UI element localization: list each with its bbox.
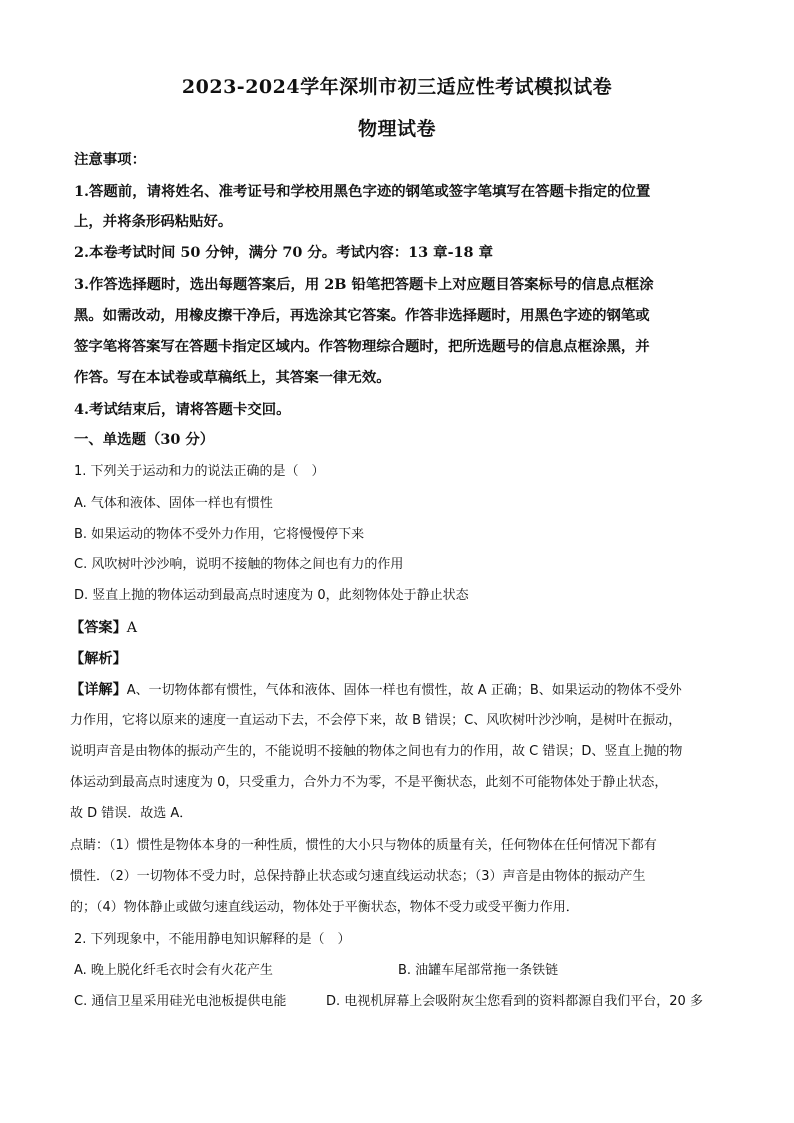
- question-option: B. 如果运动的物体不受外力作用，它将慢慢停下来: [74, 527, 365, 542]
- question-option: A. 气体和液体、固体一样也有惯性: [74, 496, 273, 511]
- notice-line: 2.本卷考试时间 50 分钟，满分 70 分。考试内容：13 章-18 章: [74, 244, 493, 261]
- notice-line: 4.考试结束后，请将答题卡交回。: [74, 401, 291, 418]
- answer-value: A: [126, 620, 138, 636]
- question-option: A. 晚上脱化纤毛衣时会有火花产生: [74, 963, 273, 978]
- page-title: 2023-2024学年深圳市初三适应性考试模拟试卷: [181, 76, 613, 98]
- comment-line: 的；（4）物体静止或做匀速直线运动，物体处于平衡状态，物体不受力或受平衡力作用．: [70, 900, 579, 915]
- notice-line: 黑。如需改动，用橡皮擦干净后，再选涂其它答案。作答非选择题时，用黑色字迹的钢笔或: [74, 307, 650, 324]
- detail-line: 【详解】A、一切物体都有惯性，气体和液体、固体一样也有惯性，故 A 正确；B、如果运动的物体不受外: [70, 682, 682, 698]
- detail-line: 说明声音是由物体的振动产生的，不能说明不接触的物体之间也有力的作用，故 C 错误；D、竖直上抛的物: [70, 744, 683, 759]
- question-option: D. 电视机屏幕上会吸附灰尘您看到的资料都源自我们平台，20 多: [326, 994, 703, 1009]
- question-option: C. 通信卫星采用硅光电池板提供电能: [74, 994, 287, 1009]
- question-stem: 2. 下列现象中，不能用静电知识解释的是（ ）: [74, 932, 351, 947]
- notice-line: 上，并将条形码粘贴好。: [74, 213, 233, 230]
- notice-line: 3.作答选择题时，选出每题答案后，用 2B 铅笔把答题卡上对应题目答案标号的信息点框涂: [74, 276, 654, 293]
- detail-line: 力作用，它将以原来的速度一直运动下去，不会停下来，故 B 错误；C、风吹树叶沙沙响，是树叶在振动，: [70, 713, 682, 728]
- comment-line: 惯性．（2）一切物体不受力时，总保持静止状态或匀速直线运动状态；（3）声音是由物体的振动产生: [70, 869, 646, 884]
- analysis-tag: 【解析】: [70, 651, 127, 667]
- answer-line: [70, 618, 730, 638]
- question-option: B. 油罐车尾部常拖一条铁链: [398, 963, 559, 978]
- question-option-row: [74, 992, 734, 1012]
- notice-line: 作答。写在本试卷或草稿纸上，其答案一律无效。: [74, 369, 391, 386]
- question-option: C. 风吹树叶沙沙响，说明不接触的物体之间也有力的作用: [74, 557, 404, 572]
- answer-tag: 【答案】: [70, 620, 127, 636]
- question-option: D. 竖直上抛的物体运动到最高点时速度为 0，此刻物体处于静止状态: [74, 588, 469, 603]
- detail-line: 故 D 错误．故选 A．: [70, 806, 193, 821]
- notice-line: 1.答题前，请将姓名、准考证号和学校用黑色字迹的钢笔或签字笔填写在答题卡指定的位置: [74, 183, 651, 200]
- detail-line: 体运动到最高点时速度为 0，只受重力，合外力不为零，不是平衡状态，此刻不可能物体处于静止状态，: [70, 775, 668, 790]
- question-stem: 1. 下列关于运动和力的说法正确的是（ ）: [74, 464, 325, 479]
- question-option-row: [74, 961, 734, 981]
- notice-heading: 注意事项：: [74, 151, 146, 168]
- notice-line: 签字笔将答案写在答题卡指定区域内。作答物理综合题时，把所选题号的信息点框涂黑，并: [74, 338, 650, 355]
- detail-tag: 【详解】: [70, 682, 127, 698]
- page-subtitle: 物理试卷: [357, 118, 436, 140]
- comment-line: 点睛：（1）惯性是物体本身的一种性质，惯性的大小只与物体的质量有关，任何物体在任何情况下都有: [70, 838, 657, 853]
- section-heading: 一、单选题（30 分）: [74, 431, 215, 448]
